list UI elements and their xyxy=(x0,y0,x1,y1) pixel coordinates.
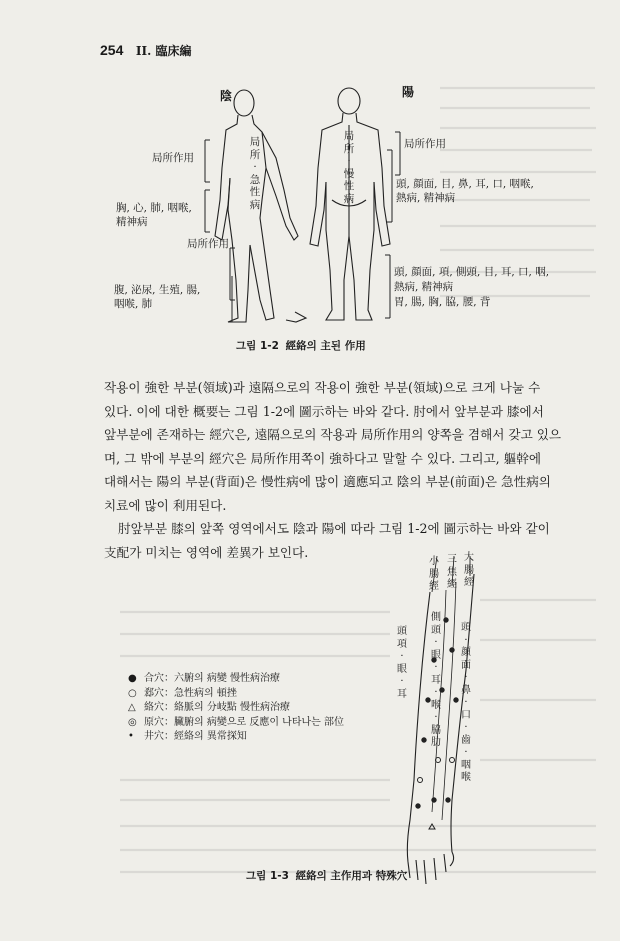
luo-point-icon: △ xyxy=(128,702,136,713)
legend-item-desc: 六腑의 病變 慢性病治療 xyxy=(174,673,281,684)
yin-body-text: 局所·急性病 xyxy=(249,136,261,211)
yang-label: 陽 xyxy=(402,85,415,99)
yin-abdomen-group-line2: 咽喉, 肺 xyxy=(114,298,153,310)
text-line: 대해서는 陽의 부분(背面)은 慢性病에 많이 適應되고 陰의 부분(前面)은 急性病의 xyxy=(104,474,551,489)
figure-1-3-caption xyxy=(246,868,407,883)
yuan-point-icon: ◎ xyxy=(128,716,137,728)
yang-local-action: 局所作用 xyxy=(404,138,446,150)
legend-item-desc: 絡脈의 分岐點 慢性病治療 xyxy=(174,702,291,713)
text-line: 있다. 이에 대한 概要는 그림 1-2에 圖示하는 바와 같다. 肘에서 앞부분과 膝에서 xyxy=(104,403,544,419)
yin-local-action-upper: 局所作用 xyxy=(152,152,194,164)
jing-well-point-icon: • xyxy=(128,731,134,742)
yin-chest-group-line2: 精神病 xyxy=(116,216,148,228)
legend-item-name: 絡穴 xyxy=(144,702,164,713)
text-line: 작용이 強한 부분(領域)과 遠隔으로의 작용이 強한 부분(領域)으로 크게 나눌 수 xyxy=(104,380,541,395)
page-number: 254 xyxy=(100,42,124,58)
yin-local-action-lower: 局所作用 xyxy=(187,238,229,250)
yang-head-group-line2: 熱病, 精神病 xyxy=(396,192,456,204)
legend-item-name: 合穴 xyxy=(144,673,164,684)
legend-item: ● 合穴 ： 六腑의 病變 慢性病治療 xyxy=(128,672,344,687)
legend-item-desc: 經絡의 異常探知 xyxy=(174,731,247,742)
legend-item-desc: 急性病의 頓挫 xyxy=(174,687,237,699)
text-line: 앞부분에 존재하는 經穴은, 遠隔으로의 작용과 局所作用의 양쪽을 겸해서 갖고 있으 xyxy=(104,427,562,442)
meridian-small-intestine: 小腸經 xyxy=(429,556,439,592)
legend-item-name: 郄穴 xyxy=(144,687,164,699)
legend-item: ◎ 原穴 ： 臟腑의 病變으로 反應이 나타나는 部位 xyxy=(128,716,344,731)
figure-1-3-caption-prefix: 그림 1-3 xyxy=(246,870,289,882)
text-line: 肘앞부분 膝의 앞쪽 영역에서도 陰과 陽에 따라 그림 1-2에 圖示하는 바와 같이 xyxy=(118,521,550,536)
figure-1-2-caption-text: 經絡의 主된 作用 xyxy=(285,340,366,352)
text-line: 치료에 많이 利用된다. xyxy=(104,497,227,513)
legend-item: • 井穴 ： 經絡의 異常探知 xyxy=(128,730,344,745)
yang-body-text: 局所·慢性病 xyxy=(343,130,355,205)
legend-item-name: 井穴 xyxy=(144,731,164,742)
figure-1-3-caption-text: 經絡의 主作用과 特殊穴 xyxy=(295,870,408,882)
meridian-label-middle: 側頭·眼·耳·喉·脇肋 xyxy=(431,612,441,748)
yang-head-group-line1: 頭, 顔面, 目, 鼻, 耳, 口, 咽喉, xyxy=(396,178,534,190)
he-point-icon: ● xyxy=(128,673,137,684)
text-line: 며, 그 밖에 부분의 經穴은 局所作用쪽이 強하다고 말할 수 있다. 그리고, 軀幹에 xyxy=(104,450,542,466)
text-line: 支配가 미치는 영역에 差異가 보인다. xyxy=(104,544,309,560)
legend-item: △ 絡穴 ： 絡脈의 分岐點 慢性病治療 xyxy=(128,701,344,716)
yin-label: 陰 xyxy=(220,89,233,103)
meridian-label-right: 頭·顔面·鼻·口·齒·咽喉 xyxy=(461,622,471,783)
yin-abdomen-group-line1: 腹, 泌尿, 生殖, 腸, xyxy=(114,284,201,296)
figure-1-2-caption-prefix: 그림 1-2 xyxy=(236,340,279,352)
running-title: II. 臨床編 xyxy=(135,44,192,58)
meridian-triple-burner: 三焦經 xyxy=(447,554,457,590)
yang-back-group-line1: 頭, 顔面, 項, 側頭, 目, 耳, 口, 咽, xyxy=(394,266,550,278)
meridian-label-left: 頭項·眼·耳 xyxy=(397,626,407,700)
acupoint-legend xyxy=(128,672,344,745)
meridian-large-intestine: 大腸經 xyxy=(464,552,474,588)
legend-item-name: 原穴 xyxy=(144,716,164,728)
yang-back-group-line3: 胃, 腸, 胸, 脇, 腰, 背 xyxy=(394,296,491,308)
yang-back-group-line2: 熱病, 精神病 xyxy=(394,281,454,293)
yin-chest-group-line1: 胸, 心, 肺, 咽喉, xyxy=(116,202,192,214)
xi-cleft-point-icon: ○ xyxy=(128,687,137,699)
legend-item: ○ 郄穴 ： 急性病의 頓挫 xyxy=(128,687,344,702)
legend-item-desc: 臟腑의 病變으로 反應이 나타나는 部位 xyxy=(174,716,344,728)
